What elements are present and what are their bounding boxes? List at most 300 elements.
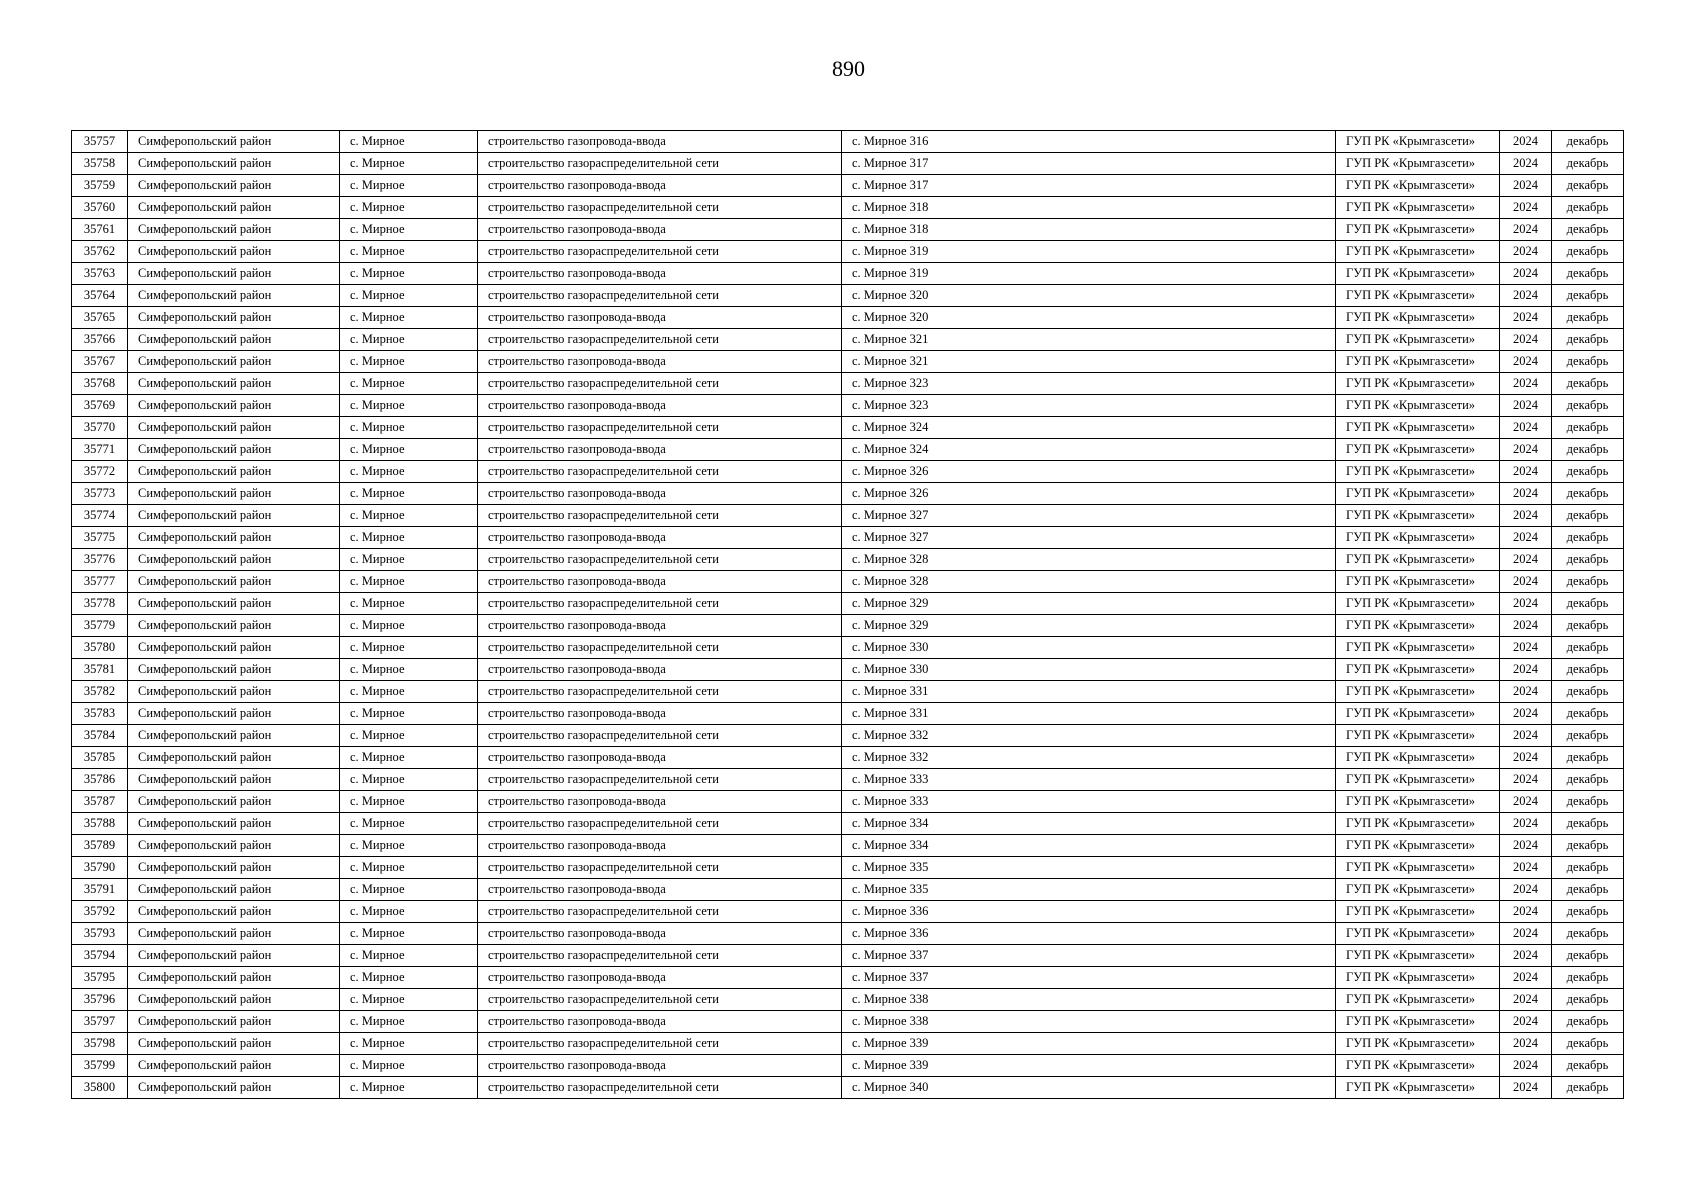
cell-year: 2024 <box>1500 835 1552 857</box>
cell-settlement: с. Мирное <box>340 923 478 945</box>
cell-district: Симферопольский район <box>128 813 340 835</box>
table-row <box>72 967 1624 989</box>
cell-settlement: с. Мирное <box>340 901 478 923</box>
cell-district: Симферопольский район <box>128 527 340 549</box>
cell-address: с. Мирное 337 <box>842 945 1336 967</box>
cell-record-number: 35774 <box>72 505 128 527</box>
cell-address: с. Мирное 324 <box>842 417 1336 439</box>
cell-address: с. Мирное 332 <box>842 725 1336 747</box>
registry-table <box>71 130 1624 1099</box>
cell-month: декабрь <box>1552 571 1624 593</box>
cell-address: с. Мирное 339 <box>842 1033 1336 1055</box>
cell-year: 2024 <box>1500 879 1552 901</box>
cell-organization: ГУП РК «Крымгазсети» <box>1336 813 1500 835</box>
table-row <box>72 285 1624 307</box>
cell-settlement: с. Мирное <box>340 307 478 329</box>
cell-year: 2024 <box>1500 857 1552 879</box>
cell-address: с. Мирное 326 <box>842 483 1336 505</box>
cell-settlement: с. Мирное <box>340 1033 478 1055</box>
cell-organization: ГУП РК «Крымгазсети» <box>1336 307 1500 329</box>
cell-month: декабрь <box>1552 637 1624 659</box>
cell-district: Симферопольский район <box>128 989 340 1011</box>
cell-year: 2024 <box>1500 131 1552 153</box>
table-row <box>72 241 1624 263</box>
cell-record-number: 35784 <box>72 725 128 747</box>
cell-address: с. Мирное 316 <box>842 131 1336 153</box>
cell-district: Симферопольский район <box>128 285 340 307</box>
cell-settlement: с. Мирное <box>340 945 478 967</box>
cell-organization: ГУП РК «Крымгазсети» <box>1336 505 1500 527</box>
cell-settlement: с. Мирное <box>340 219 478 241</box>
cell-district: Симферопольский район <box>128 967 340 989</box>
cell-district: Симферопольский район <box>128 615 340 637</box>
cell-settlement: с. Мирное <box>340 879 478 901</box>
cell-address: с. Мирное 330 <box>842 637 1336 659</box>
cell-district: Симферопольский район <box>128 725 340 747</box>
cell-month: декабрь <box>1552 175 1624 197</box>
cell-address: с. Мирное 339 <box>842 1055 1336 1077</box>
cell-organization: ГУП РК «Крымгазсети» <box>1336 197 1500 219</box>
cell-organization: ГУП РК «Крымгазсети» <box>1336 659 1500 681</box>
table-row <box>72 219 1624 241</box>
cell-address: с. Мирное 335 <box>842 879 1336 901</box>
table-row <box>72 813 1624 835</box>
cell-address: с. Мирное 338 <box>842 1011 1336 1033</box>
cell-district: Симферопольский район <box>128 681 340 703</box>
cell-record-number: 35758 <box>72 153 128 175</box>
cell-organization: ГУП РК «Крымгазсети» <box>1336 1055 1500 1077</box>
cell-year: 2024 <box>1500 1077 1552 1099</box>
cell-work-type: строительство газораспределительной сети <box>478 197 842 219</box>
cell-year: 2024 <box>1500 989 1552 1011</box>
cell-year: 2024 <box>1500 483 1552 505</box>
cell-organization: ГУП РК «Крымгазсети» <box>1336 549 1500 571</box>
cell-record-number: 35796 <box>72 989 128 1011</box>
cell-work-type: строительство газопровода-ввода <box>478 703 842 725</box>
table-row <box>72 835 1624 857</box>
cell-organization: ГУП РК «Крымгазсети» <box>1336 901 1500 923</box>
cell-record-number: 35790 <box>72 857 128 879</box>
cell-record-number: 35782 <box>72 681 128 703</box>
cell-address: с. Мирное 321 <box>842 329 1336 351</box>
cell-address: с. Мирное 337 <box>842 967 1336 989</box>
cell-year: 2024 <box>1500 549 1552 571</box>
cell-record-number: 35794 <box>72 945 128 967</box>
cell-month: декабрь <box>1552 373 1624 395</box>
table-row <box>72 483 1624 505</box>
cell-year: 2024 <box>1500 923 1552 945</box>
cell-work-type: строительство газораспределительной сети <box>478 1033 842 1055</box>
table-row <box>72 769 1624 791</box>
table-row <box>72 395 1624 417</box>
cell-district: Симферопольский район <box>128 373 340 395</box>
cell-settlement: с. Мирное <box>340 1011 478 1033</box>
cell-settlement: с. Мирное <box>340 615 478 637</box>
cell-organization: ГУП РК «Крымгазсети» <box>1336 879 1500 901</box>
cell-organization: ГУП РК «Крымгазсети» <box>1336 1077 1500 1099</box>
cell-organization: ГУП РК «Крымгазсети» <box>1336 725 1500 747</box>
table-row <box>72 1033 1624 1055</box>
cell-month: декабрь <box>1552 197 1624 219</box>
cell-address: с. Мирное 320 <box>842 307 1336 329</box>
cell-year: 2024 <box>1500 527 1552 549</box>
cell-address: с. Мирное 318 <box>842 197 1336 219</box>
cell-organization: ГУП РК «Крымгазсети» <box>1336 395 1500 417</box>
cell-district: Симферопольский район <box>128 417 340 439</box>
cell-district: Симферопольский район <box>128 395 340 417</box>
cell-address: с. Мирное 324 <box>842 439 1336 461</box>
table-row <box>72 681 1624 703</box>
cell-settlement: с. Мирное <box>340 549 478 571</box>
cell-organization: ГУП РК «Крымгазсети» <box>1336 373 1500 395</box>
cell-district: Симферопольский район <box>128 549 340 571</box>
cell-address: с. Мирное 331 <box>842 681 1336 703</box>
cell-district: Симферопольский район <box>128 263 340 285</box>
table-row <box>72 945 1624 967</box>
table-row <box>72 307 1624 329</box>
cell-month: декабрь <box>1552 307 1624 329</box>
cell-record-number: 35785 <box>72 747 128 769</box>
cell-address: с. Мирное 329 <box>842 615 1336 637</box>
table-row <box>72 175 1624 197</box>
cell-district: Симферопольский район <box>128 637 340 659</box>
cell-record-number: 35767 <box>72 351 128 373</box>
cell-address: с. Мирное 332 <box>842 747 1336 769</box>
cell-work-type: строительство газопровода-ввода <box>478 923 842 945</box>
cell-year: 2024 <box>1500 285 1552 307</box>
table-row <box>72 131 1624 153</box>
cell-year: 2024 <box>1500 1011 1552 1033</box>
cell-address: с. Мирное 333 <box>842 769 1336 791</box>
cell-month: декабрь <box>1552 989 1624 1011</box>
cell-month: декабрь <box>1552 219 1624 241</box>
cell-organization: ГУП РК «Крымгазсети» <box>1336 263 1500 285</box>
cell-address: с. Мирное 334 <box>842 813 1336 835</box>
cell-district: Симферопольский район <box>128 857 340 879</box>
cell-settlement: с. Мирное <box>340 131 478 153</box>
cell-settlement: с. Мирное <box>340 351 478 373</box>
cell-organization: ГУП РК «Крымгазсети» <box>1336 175 1500 197</box>
cell-record-number: 35761 <box>72 219 128 241</box>
cell-record-number: 35795 <box>72 967 128 989</box>
cell-district: Симферопольский район <box>128 219 340 241</box>
cell-work-type: строительство газораспределительной сети <box>478 285 842 307</box>
cell-work-type: строительство газопровода-ввода <box>478 615 842 637</box>
cell-settlement: с. Мирное <box>340 813 478 835</box>
cell-record-number: 35769 <box>72 395 128 417</box>
cell-address: с. Мирное 318 <box>842 219 1336 241</box>
cell-organization: ГУП РК «Крымгазсети» <box>1336 681 1500 703</box>
cell-work-type: строительство газопровода-ввода <box>478 879 842 901</box>
cell-district: Симферопольский район <box>128 703 340 725</box>
cell-work-type: строительство газораспределительной сети <box>478 945 842 967</box>
cell-year: 2024 <box>1500 307 1552 329</box>
cell-month: декабрь <box>1552 527 1624 549</box>
cell-record-number: 35770 <box>72 417 128 439</box>
cell-district: Симферопольский район <box>128 945 340 967</box>
cell-month: декабрь <box>1552 725 1624 747</box>
cell-work-type: строительство газопровода-ввода <box>478 659 842 681</box>
cell-month: декабрь <box>1552 439 1624 461</box>
table-row <box>72 439 1624 461</box>
cell-settlement: с. Мирное <box>340 329 478 351</box>
cell-record-number: 35788 <box>72 813 128 835</box>
cell-record-number: 35793 <box>72 923 128 945</box>
cell-year: 2024 <box>1500 197 1552 219</box>
cell-organization: ГУП РК «Крымгазсети» <box>1336 835 1500 857</box>
cell-work-type: строительство газораспределительной сети <box>478 901 842 923</box>
cell-work-type: строительство газопровода-ввода <box>478 131 842 153</box>
cell-organization: ГУП РК «Крымгазсети» <box>1336 329 1500 351</box>
cell-year: 2024 <box>1500 373 1552 395</box>
cell-month: декабрь <box>1552 769 1624 791</box>
table-row <box>72 857 1624 879</box>
cell-month: декабрь <box>1552 241 1624 263</box>
cell-settlement: с. Мирное <box>340 659 478 681</box>
cell-district: Симферопольский район <box>128 901 340 923</box>
cell-organization: ГУП РК «Крымгазсети» <box>1336 527 1500 549</box>
cell-month: декабрь <box>1552 593 1624 615</box>
cell-settlement: с. Мирное <box>340 483 478 505</box>
cell-month: декабрь <box>1552 923 1624 945</box>
cell-address: с. Мирное 334 <box>842 835 1336 857</box>
cell-address: с. Мирное 328 <box>842 549 1336 571</box>
cell-month: декабрь <box>1552 659 1624 681</box>
cell-month: декабрь <box>1552 461 1624 483</box>
cell-district: Симферопольский район <box>128 329 340 351</box>
cell-month: декабрь <box>1552 681 1624 703</box>
cell-address: с. Мирное 327 <box>842 505 1336 527</box>
table-row <box>72 1077 1624 1099</box>
cell-work-type: строительство газопровода-ввода <box>478 527 842 549</box>
cell-district: Симферопольский район <box>128 505 340 527</box>
table-row <box>72 461 1624 483</box>
cell-address: с. Мирное 321 <box>842 351 1336 373</box>
cell-record-number: 35786 <box>72 769 128 791</box>
cell-address: с. Мирное 333 <box>842 791 1336 813</box>
cell-year: 2024 <box>1500 791 1552 813</box>
cell-record-number: 35797 <box>72 1011 128 1033</box>
cell-year: 2024 <box>1500 219 1552 241</box>
cell-year: 2024 <box>1500 505 1552 527</box>
cell-year: 2024 <box>1500 615 1552 637</box>
cell-year: 2024 <box>1500 703 1552 725</box>
cell-settlement: с. Мирное <box>340 175 478 197</box>
cell-work-type: строительство газопровода-ввода <box>478 835 842 857</box>
cell-work-type: строительство газопровода-ввода <box>478 219 842 241</box>
cell-month: декабрь <box>1552 1055 1624 1077</box>
cell-address: с. Мирное 338 <box>842 989 1336 1011</box>
cell-record-number: 35759 <box>72 175 128 197</box>
cell-address: с. Мирное 336 <box>842 923 1336 945</box>
table-row <box>72 373 1624 395</box>
cell-district: Симферопольский район <box>128 571 340 593</box>
cell-organization: ГУП РК «Крымгазсети» <box>1336 593 1500 615</box>
cell-district: Симферопольский район <box>128 593 340 615</box>
cell-settlement: с. Мирное <box>340 857 478 879</box>
cell-settlement: с. Мирное <box>340 967 478 989</box>
cell-record-number: 35783 <box>72 703 128 725</box>
cell-work-type: строительство газопровода-ввода <box>478 1055 842 1077</box>
table-row <box>72 879 1624 901</box>
cell-month: декабрь <box>1552 417 1624 439</box>
cell-year: 2024 <box>1500 901 1552 923</box>
cell-work-type: строительство газораспределительной сети <box>478 241 842 263</box>
table-row <box>72 263 1624 285</box>
cell-work-type: строительство газораспределительной сети <box>478 1077 842 1099</box>
cell-settlement: с. Мирное <box>340 1055 478 1077</box>
cell-district: Симферопольский район <box>128 153 340 175</box>
cell-district: Симферопольский район <box>128 879 340 901</box>
cell-district: Симферопольский район <box>128 923 340 945</box>
cell-work-type: строительство газораспределительной сети <box>478 989 842 1011</box>
cell-settlement: с. Мирное <box>340 703 478 725</box>
table-row <box>72 637 1624 659</box>
cell-settlement: с. Мирное <box>340 593 478 615</box>
cell-address: с. Мирное 340 <box>842 1077 1336 1099</box>
table-row <box>72 1011 1624 1033</box>
table-row <box>72 593 1624 615</box>
table-row <box>72 549 1624 571</box>
table-row <box>72 725 1624 747</box>
cell-month: декабрь <box>1552 791 1624 813</box>
cell-record-number: 35762 <box>72 241 128 263</box>
cell-organization: ГУП РК «Крымгазсети» <box>1336 747 1500 769</box>
cell-organization: ГУП РК «Крымгазсети» <box>1336 483 1500 505</box>
cell-month: декабрь <box>1552 813 1624 835</box>
cell-address: с. Мирное 323 <box>842 373 1336 395</box>
cell-organization: ГУП РК «Крымгазсети» <box>1336 153 1500 175</box>
cell-month: декабрь <box>1552 549 1624 571</box>
cell-organization: ГУП РК «Крымгазсети» <box>1336 1033 1500 1055</box>
cell-work-type: строительство газопровода-ввода <box>478 395 842 417</box>
cell-year: 2024 <box>1500 769 1552 791</box>
table-row <box>72 351 1624 373</box>
table-row <box>72 615 1624 637</box>
cell-year: 2024 <box>1500 945 1552 967</box>
cell-year: 2024 <box>1500 1055 1552 1077</box>
cell-work-type: строительство газопровода-ввода <box>478 747 842 769</box>
cell-year: 2024 <box>1500 153 1552 175</box>
table-row <box>72 791 1624 813</box>
cell-district: Симферопольский район <box>128 483 340 505</box>
cell-year: 2024 <box>1500 417 1552 439</box>
cell-year: 2024 <box>1500 461 1552 483</box>
cell-month: декабрь <box>1552 505 1624 527</box>
cell-year: 2024 <box>1500 351 1552 373</box>
cell-month: декабрь <box>1552 1033 1624 1055</box>
cell-district: Симферопольский район <box>128 307 340 329</box>
cell-settlement: с. Мирное <box>340 527 478 549</box>
cell-organization: ГУП РК «Крымгазсети» <box>1336 923 1500 945</box>
cell-record-number: 35781 <box>72 659 128 681</box>
cell-organization: ГУП РК «Крымгазсети» <box>1336 131 1500 153</box>
cell-district: Симферопольский район <box>128 131 340 153</box>
cell-district: Симферопольский район <box>128 439 340 461</box>
cell-work-type: строительство газопровода-ввода <box>478 571 842 593</box>
cell-settlement: с. Мирное <box>340 725 478 747</box>
cell-year: 2024 <box>1500 747 1552 769</box>
cell-organization: ГУП РК «Крымгазсети» <box>1336 857 1500 879</box>
table-row <box>72 197 1624 219</box>
cell-address: с. Мирное 319 <box>842 263 1336 285</box>
cell-month: декабрь <box>1552 879 1624 901</box>
cell-work-type: строительство газораспределительной сети <box>478 725 842 747</box>
cell-month: декабрь <box>1552 901 1624 923</box>
cell-settlement: с. Мирное <box>340 439 478 461</box>
cell-year: 2024 <box>1500 263 1552 285</box>
cell-work-type: строительство газопровода-ввода <box>478 439 842 461</box>
cell-address: с. Мирное 319 <box>842 241 1336 263</box>
cell-organization: ГУП РК «Крымгазсети» <box>1336 417 1500 439</box>
cell-year: 2024 <box>1500 1033 1552 1055</box>
cell-record-number: 35787 <box>72 791 128 813</box>
cell-year: 2024 <box>1500 967 1552 989</box>
cell-address: с. Мирное 327 <box>842 527 1336 549</box>
cell-record-number: 35791 <box>72 879 128 901</box>
cell-organization: ГУП РК «Крымгазсети» <box>1336 989 1500 1011</box>
cell-month: декабрь <box>1552 329 1624 351</box>
cell-address: с. Мирное 323 <box>842 395 1336 417</box>
cell-settlement: с. Мирное <box>340 791 478 813</box>
cell-address: с. Мирное 331 <box>842 703 1336 725</box>
cell-settlement: с. Мирное <box>340 373 478 395</box>
cell-year: 2024 <box>1500 813 1552 835</box>
cell-work-type: строительство газопровода-ввода <box>478 1011 842 1033</box>
cell-record-number: 35776 <box>72 549 128 571</box>
cell-month: декабрь <box>1552 263 1624 285</box>
cell-record-number: 35760 <box>72 197 128 219</box>
cell-month: декабрь <box>1552 285 1624 307</box>
cell-organization: ГУП РК «Крымгазсети» <box>1336 1011 1500 1033</box>
table-row <box>72 703 1624 725</box>
cell-record-number: 35800 <box>72 1077 128 1099</box>
cell-settlement: с. Мирное <box>340 637 478 659</box>
cell-month: декабрь <box>1552 945 1624 967</box>
cell-month: декабрь <box>1552 835 1624 857</box>
cell-month: декабрь <box>1552 615 1624 637</box>
cell-organization: ГУП РК «Крымгазсети» <box>1336 791 1500 813</box>
cell-month: декабрь <box>1552 483 1624 505</box>
table-row <box>72 417 1624 439</box>
cell-work-type: строительство газораспределительной сети <box>478 857 842 879</box>
cell-record-number: 35764 <box>72 285 128 307</box>
cell-district: Симферопольский район <box>128 1055 340 1077</box>
cell-year: 2024 <box>1500 681 1552 703</box>
cell-record-number: 35780 <box>72 637 128 659</box>
cell-work-type: строительство газораспределительной сети <box>478 549 842 571</box>
cell-settlement: с. Мирное <box>340 263 478 285</box>
cell-organization: ГУП РК «Крымгазсети» <box>1336 241 1500 263</box>
cell-month: декабрь <box>1552 747 1624 769</box>
cell-district: Симферопольский район <box>128 747 340 769</box>
cell-record-number: 35798 <box>72 1033 128 1055</box>
cell-district: Симферопольский район <box>128 769 340 791</box>
cell-record-number: 35765 <box>72 307 128 329</box>
cell-settlement: с. Мирное <box>340 747 478 769</box>
cell-record-number: 35778 <box>72 593 128 615</box>
cell-district: Симферопольский район <box>128 175 340 197</box>
cell-work-type: строительство газораспределительной сети <box>478 329 842 351</box>
cell-record-number: 35799 <box>72 1055 128 1077</box>
cell-record-number: 35771 <box>72 439 128 461</box>
cell-settlement: с. Мирное <box>340 197 478 219</box>
cell-address: с. Мирное 320 <box>842 285 1336 307</box>
table-row <box>72 923 1624 945</box>
cell-settlement: с. Мирное <box>340 769 478 791</box>
cell-organization: ГУП РК «Крымгазсети» <box>1336 769 1500 791</box>
cell-record-number: 35772 <box>72 461 128 483</box>
